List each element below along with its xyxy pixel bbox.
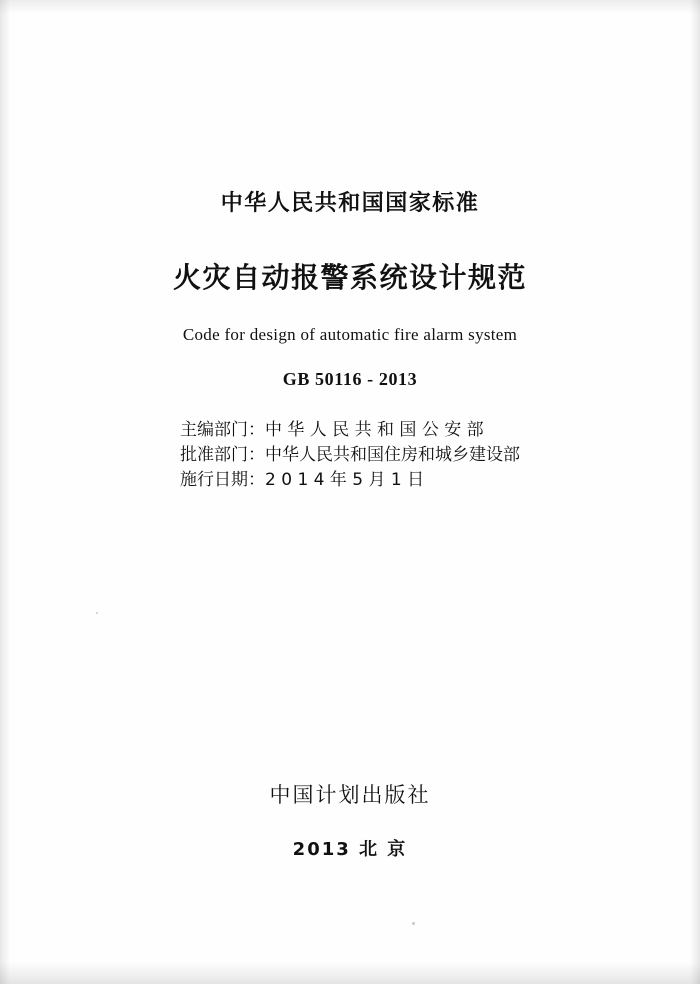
page-title: 火灾自动报警系统设计规范 — [172, 261, 527, 294]
scan-speck — [96, 612, 98, 614]
publisher-name: 中国计划出版社 — [269, 783, 431, 807]
scan-speck — [412, 922, 415, 925]
editing-department-line: 主编部门：中 华 人 民 共 和 国 公 安 部 — [180, 420, 484, 440]
approving-department-line: 批准部门：中华人民共和国住房和城乡建设部 — [180, 445, 520, 465]
national-standard-heading: 中华人民共和国国家标准 — [220, 191, 480, 216]
publication-imprint: 2013 北 京 — [292, 839, 408, 860]
standard-code-number: GB 50116 - 2013 — [282, 369, 418, 389]
english-title: Code for design of automatic fire alarm system — [182, 325, 518, 344]
issuer-info-block — [180, 418, 520, 493]
effective-date-line: 施行日期：2 0 1 4 年 5 月 1 日 — [180, 470, 425, 490]
